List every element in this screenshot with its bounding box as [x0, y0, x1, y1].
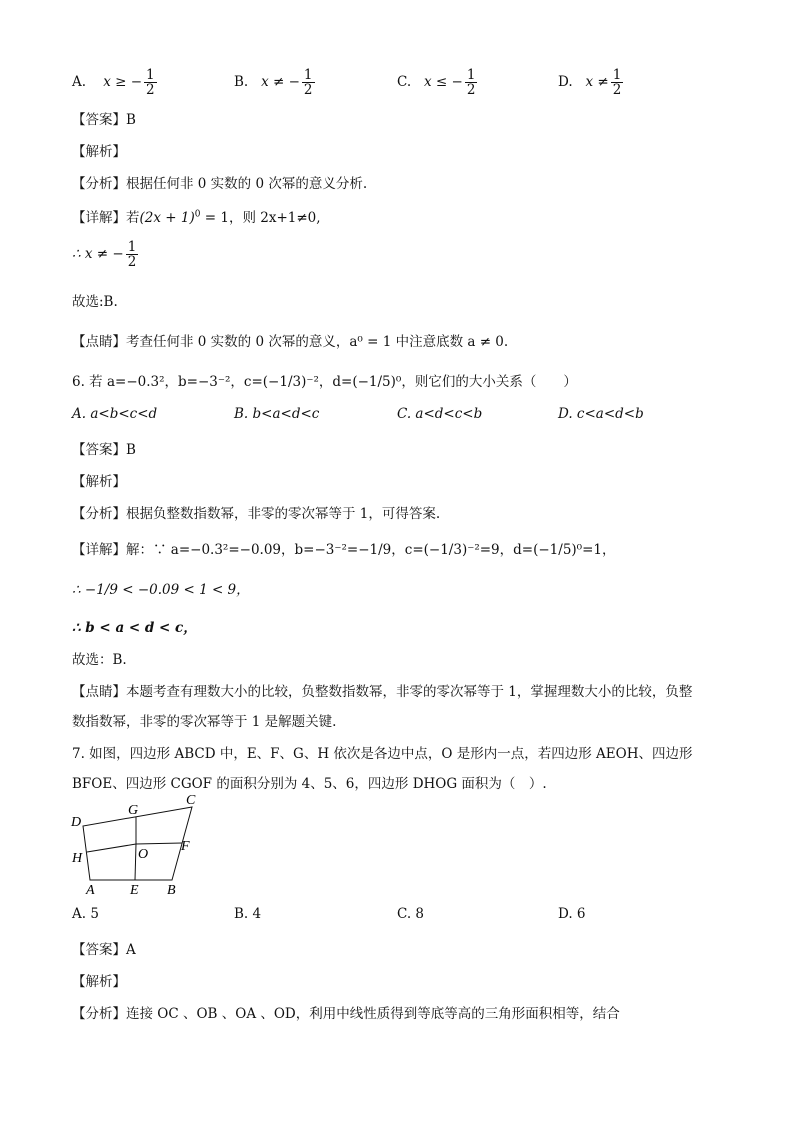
q6-choice: 故选：B.	[72, 652, 127, 668]
segment-oh	[87, 844, 136, 852]
label-c: C	[186, 793, 196, 808]
q6-option-c: C. a<d<c<b	[397, 406, 483, 422]
q5-detail: 【详解】若$(2x + 1)^0 = 1$，则 2x+1≠0,	[72, 209, 321, 226]
segment-of	[136, 843, 182, 844]
q6-dianjing-2: 数指数幂，非零的零次幂等于 1 是解题关键.	[72, 714, 337, 730]
q6-option-a: A. a<b<c<d	[72, 406, 158, 422]
q5-option-a: A. x ≥ − $\frac{1}{2}$	[72, 67, 155, 99]
label-d: D	[71, 815, 82, 830]
q6-answer: 【答案】B	[72, 442, 136, 458]
q5-therefore: ∴ x ≠ − $\frac{1}{2}$	[72, 239, 137, 271]
q7-option-a: A. 5	[72, 906, 99, 922]
label-f: F	[181, 839, 190, 854]
q7-option-c: C. 8	[397, 906, 425, 922]
q6-option-d: D. c<a<d<b	[558, 406, 644, 422]
segment-oe	[135, 844, 136, 880]
q6-dianjing-1: 【点睛】本题考查有理数大小的比较，负整数指数幂，非零的零次幂等于 1，掌握理数大小的比较，负整	[72, 684, 693, 700]
q6-fenxi: 【分析】根据负整数指数幂，非零的零次幂等于 1，可得答案.	[72, 506, 441, 522]
q6-stem: 6. 若 a=−0.3²，b=−3⁻²，c=(−1/3)⁻²，d=(−1/5)⁰，则它们的大小关系（ ）	[72, 374, 577, 390]
q5-choice: 故选:B.	[72, 294, 118, 310]
q6-line3: ∴ b < a < d < c，	[72, 620, 197, 636]
q6-jiexi: 【解析】	[72, 474, 126, 490]
q7-jiexi: 【解析】	[72, 974, 126, 990]
label-e: E	[130, 883, 139, 898]
label-g: G	[128, 803, 139, 818]
q7-option-b: B. 4	[234, 906, 262, 922]
q7-answer: 【答案】A	[72, 942, 136, 958]
label-o: O	[138, 847, 149, 862]
q6-line2: ∴ −1/9 < −0.09 < 1 < 9，	[72, 582, 250, 598]
q5-jiexi: 【解析】	[72, 144, 126, 160]
q5-fenxi: 【分析】根据任何非 0 实数的 0 次幂的意义分析.	[72, 176, 368, 192]
q7-stem-1: 7. 如图，四边形 ABCD 中，E、F、G、H 依次是各边中点，O 是形内一点，若四边形 AEOH、四边形	[72, 746, 693, 762]
q5-option-b: B. x ≠ − $\frac{1}{2}$	[234, 67, 313, 99]
q7-figure	[66, 792, 216, 900]
q5-option-c: C. x ≤ − $\frac{1}{2}$	[397, 67, 476, 99]
q7-fenxi: 【分析】连接 OC 、OB 、OA 、OD，利用中线性质得到等底等高的三角形面积相等，结合	[72, 1006, 620, 1022]
q5-answer: 【答案】B	[72, 112, 136, 128]
label-b: B	[167, 883, 176, 898]
label-a: A	[86, 883, 95, 898]
q5-option-d: D. x ≠ $\frac{1}{2}$	[558, 67, 622, 99]
q6-option-b: B. b<a<d<c	[234, 406, 320, 422]
q5-dianjing: 【点睛】考查任何非 0 实数的 0 次幂的意义，a⁰ = 1 中注意底数 a ≠ 0.	[72, 334, 509, 350]
label-h: H	[72, 851, 83, 866]
q7-stem-2: BFOE、四边形 CGOF 的面积分别为 4、5、6，四边形 DHOG 面积为（ ）.	[72, 776, 547, 792]
q6-detail: 【详解】解：∵ a=−0.3²=−0.09，b=−3⁻²=−1/9，c=(−1/3)⁻²=9，d=(−1/5)⁰=1，	[72, 542, 616, 558]
q7-option-d: D. 6	[558, 906, 586, 922]
